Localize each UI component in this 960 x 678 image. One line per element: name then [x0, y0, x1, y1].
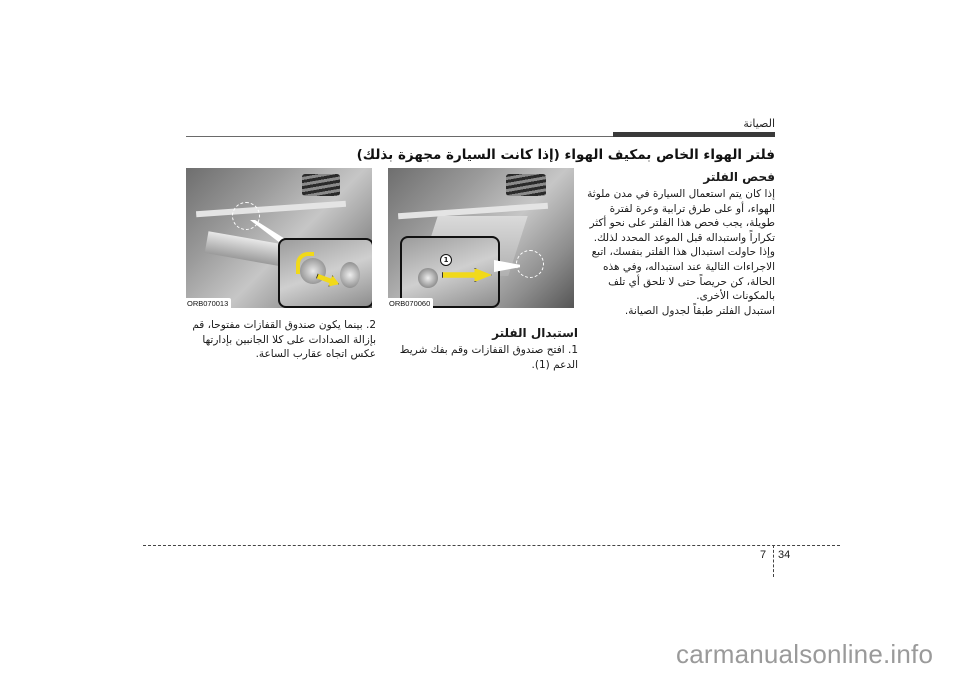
page-title: فلتر الهواء الخاص بمكيف الهواء (إذا كانت السيارة مجهزة بذلك): [356, 147, 775, 163]
arrow-icon: [442, 268, 492, 282]
footer-divider: [773, 545, 774, 577]
inspection-note: استبدل الفلتر طبقاً لجدول الصيانة.: [624, 304, 775, 317]
header-rule-accent: [613, 132, 775, 137]
step-2: 2. بينما يكون صندوق القفازات مفتوحا، قم بإزالة الصدادات على كلا الجانبين بإدارتها عكس اتجاه عقارب الساعة.: [192, 319, 376, 361]
section-label: الصيانة: [743, 117, 775, 130]
dashboard-edge: [196, 201, 346, 217]
detail-inset: [278, 238, 372, 308]
inspection-heading: فحص الفلتر: [703, 170, 775, 184]
highlight-circle: [232, 202, 260, 230]
highlight-circle: [516, 250, 544, 278]
replacement-step-2: [186, 318, 376, 362]
inspection-paragraph: إذا كان يتم استعمال السيارة في مدن ملوثة الهواء، أو على طرق ترابية وعرة لفترة طويلة، يجب فحص هذا الفلتر على نحو أكثر تكراراً واستبداله قبل الموعد المحدد لذلك. وإذا حاولت استبدال هذا الفلتر بنفسك، اتبع الاجراءات التالية عند استبداله، وفي هذه الحالة، كن حريصاً حتى لا تلحق أي تلف بالمكونات الأخرى.: [587, 188, 775, 303]
page-number: 34: [778, 549, 791, 561]
figure-code: ORB070060: [388, 298, 433, 308]
replacement-section: [388, 326, 578, 372]
inspection-section: [583, 170, 775, 318]
watermark: carmanualsonline.info: [676, 639, 934, 669]
footer-rule: [143, 545, 840, 546]
chapter-number: 7: [760, 549, 767, 561]
header-rule: [186, 136, 616, 137]
air-vent-illustration: [302, 174, 340, 196]
figure-dampers: [186, 168, 372, 308]
replacement-heading: استبدال الفلتر: [492, 326, 578, 340]
air-vent-illustration: [506, 174, 546, 196]
damper-removed-illustration: [340, 262, 360, 288]
callout-1: 1: [440, 254, 452, 266]
figure-support-strap: [388, 168, 574, 308]
step-1: 1. افتح صندوق القفازات وقم بفك شريط الدعم (1).: [399, 344, 578, 371]
strap-pin-illustration: [418, 268, 438, 288]
rotate-arrow-icon: [296, 252, 314, 274]
figure-code: ORB070013: [186, 298, 231, 308]
